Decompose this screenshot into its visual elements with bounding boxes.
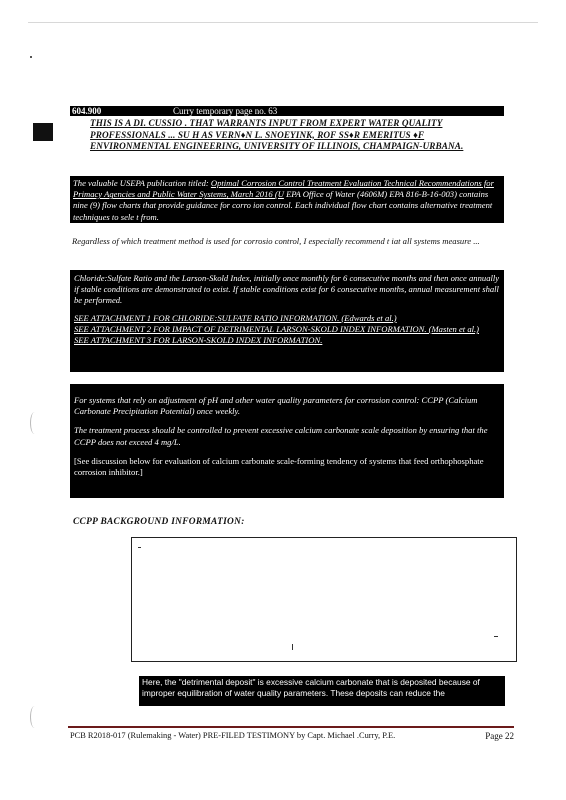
discussion-notice: THIS IS A DI. CUSSIO . THAT WARRANTS INPUT FROM EXPERT WATER QUALITY PROFESSIONALS ... SU H AS VERN♦N L. SNOEYINK, ROF SS♦R EMERITUS ♦F ENVIRONMENTAL ENGINEERING, UNIVERSITY OF ILLINOIS, CHAMPAIGN-URBANA.	[90, 118, 464, 152]
footer-rule	[68, 726, 514, 728]
usepa-publication-box	[70, 176, 504, 223]
page-number: Page 22	[485, 731, 514, 741]
attachment-2: SEE ATTACHMENT 2 FOR IMPACT OF DETRIMENTAL LARSON-SKOLD INDEX INFORMATION. (Masten et al.)	[74, 323, 480, 334]
top-edge-rule	[28, 22, 538, 23]
ccpp-requirement-box	[70, 384, 504, 498]
attachment-1: SEE ATTACHMENT 1 FOR CHLORIDE:SULFATE RATIO INFORMATION. (Edwards et al.)	[74, 312, 397, 323]
detrimental-deposit-caption: Here, the "detrimental deposit" is excessive calcium carbonate that is deposited because of improper equilibration of water quality parameters. These deposits can reduce the	[139, 676, 505, 706]
ccpp-background-heading: CCPP BACKGROUND INFORMATION:	[73, 517, 245, 527]
regardless-paragraph: Regardless of which treatment method is used for corrosio control, I especially recommend t iat all systems measure ...	[72, 236, 480, 246]
section-header-bar	[70, 106, 504, 116]
section-number: 604.900	[72, 106, 102, 116]
binder-hole-mark	[30, 706, 39, 728]
usepa-publication-title: Optimal Corrosion Control Treatment Evaluation Technical Recommendations for Primacy Agencies and Public Water Systems, March 2016 (U	[73, 178, 494, 200]
attachment-3: SEE ATTACHMENT 3 FOR LARSON-SKOLD INDEX INFORMATION.	[74, 335, 323, 346]
usepa-lead-text: The valuable USEPA publication titled:	[73, 178, 211, 188]
ccpp-paragraph-1: For systems that rely on adjustment of pH and other water quality parameters for corrosion control: CCPP (Calcium Carbonate Precipitation Potential) once weekly.	[74, 395, 478, 417]
figure-frame	[131, 537, 517, 662]
chloride-sulfate-text: Chloride:Sulfate Ratio and the Larson-Skold Index, initially once monthly for 6 consecutive months and then once annually if stable conditions are demonstrated to exist. If stable conditions exist for 6 consecutive months, annual measurement shall be performed.	[74, 273, 500, 306]
chloride-sulfate-box	[70, 270, 504, 372]
usepa-rest-text: EPA Office of Water (4606M) EPA 816-B-16-003) contains nine (9) flow charts that provide guidance for corro ion control. Each individual flow chart contains alternative treatment techniques to sele t from.	[73, 189, 493, 222]
figure-speck	[138, 547, 141, 548]
figure-speck	[292, 644, 293, 650]
ccpp-paragraph-3: [See discussion below for evaluation of calcium carbonate scale-forming tendency of systems that feed orthophosphate corrosion inhibitor.]	[74, 455, 484, 478]
attachment-list	[74, 313, 500, 347]
margin-marker-block	[33, 123, 53, 141]
binder-hole-mark	[30, 412, 39, 434]
section-label: Curry temporary page no. 63	[173, 106, 278, 116]
figure-speck	[494, 636, 498, 637]
scan-speck	[30, 56, 32, 58]
page-footer	[70, 730, 514, 742]
ccpp-paragraph-2: The treatment process should be controlled to prevent excessive calcium carbonate scale deposition by ensuring that the CCPP does not exceed 4 mg/L.	[74, 425, 488, 447]
footer-citation: PCB R2018-017 (Rulemaking - Water) PRE-FILED TESTIMONY by Capt. Michael .Curry, P.E.	[70, 731, 396, 740]
